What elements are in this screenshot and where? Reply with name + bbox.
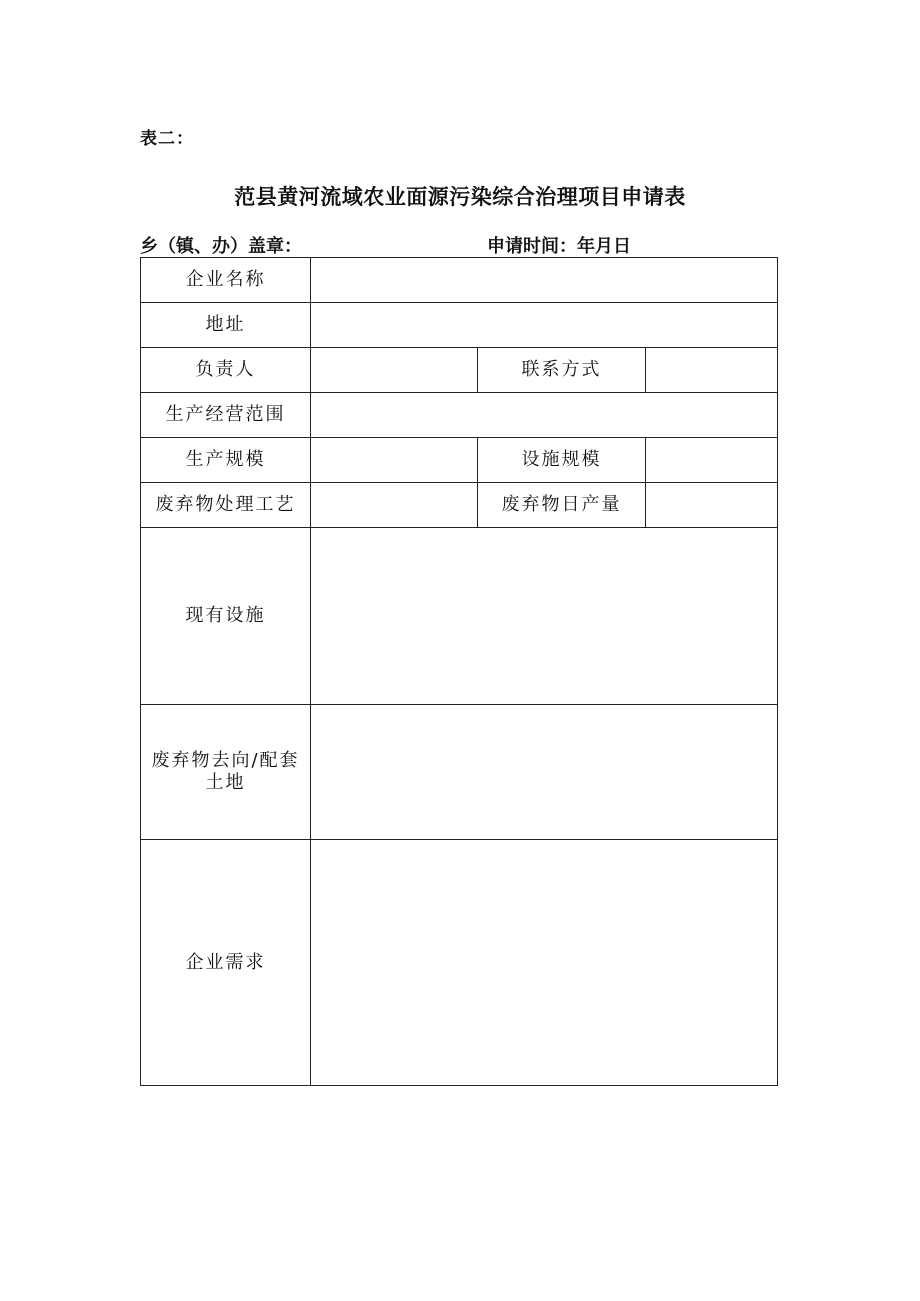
person-in-charge-field[interactable] — [311, 348, 478, 393]
company-needs-label: 企业需求 — [141, 840, 311, 1086]
row-company-name — [141, 258, 778, 303]
waste-destination-label-line2: 土地 — [205, 772, 246, 793]
facility-scale-label: 设施规模 — [478, 438, 646, 483]
row-address — [141, 303, 778, 348]
contact-field[interactable] — [646, 348, 778, 393]
row-waste-destination — [141, 705, 778, 840]
company-name-field[interactable] — [311, 258, 778, 303]
person-in-charge-label: 负责人 — [141, 348, 311, 393]
waste-destination-label-line1: 废弃物去向/配套 — [151, 750, 300, 771]
contact-label: 联系方式 — [478, 348, 646, 393]
existing-facilities-field[interactable] — [311, 528, 778, 705]
waste-process-label: 废弃物处理工艺 — [141, 483, 311, 528]
row-waste — [141, 483, 778, 528]
company-needs-field[interactable] — [311, 840, 778, 1086]
row-business-scope — [141, 393, 778, 438]
row-scale — [141, 438, 778, 483]
production-scale-label: 生产规模 — [141, 438, 311, 483]
row-person-contact — [141, 348, 778, 393]
waste-destination-field[interactable] — [311, 705, 778, 840]
business-scope-label: 生产经营范围 — [141, 393, 311, 438]
waste-process-field[interactable] — [311, 483, 478, 528]
existing-facilities-label: 现有设施 — [141, 528, 311, 705]
row-company-needs — [141, 840, 778, 1086]
application-date-label: 申请时间：年月日 — [487, 236, 631, 257]
facility-scale-field[interactable] — [646, 438, 778, 483]
address-label: 地址 — [141, 303, 311, 348]
waste-daily-output-field[interactable] — [646, 483, 778, 528]
production-scale-field[interactable] — [311, 438, 478, 483]
address-field[interactable] — [311, 303, 778, 348]
business-scope-field[interactable] — [311, 393, 778, 438]
table-number: 表二： — [140, 129, 194, 149]
application-form-table — [140, 257, 778, 1086]
waste-daily-output-label: 废弃物日产量 — [478, 483, 646, 528]
waste-destination-label — [141, 705, 311, 840]
stamp-label: 乡（镇、办）盖章： — [140, 236, 302, 257]
document-title: 范县黄河流域农业面源污染综合治理项目申请表 — [234, 185, 686, 209]
company-name-label: 企业名称 — [141, 258, 311, 303]
row-existing-facilities — [141, 528, 778, 705]
